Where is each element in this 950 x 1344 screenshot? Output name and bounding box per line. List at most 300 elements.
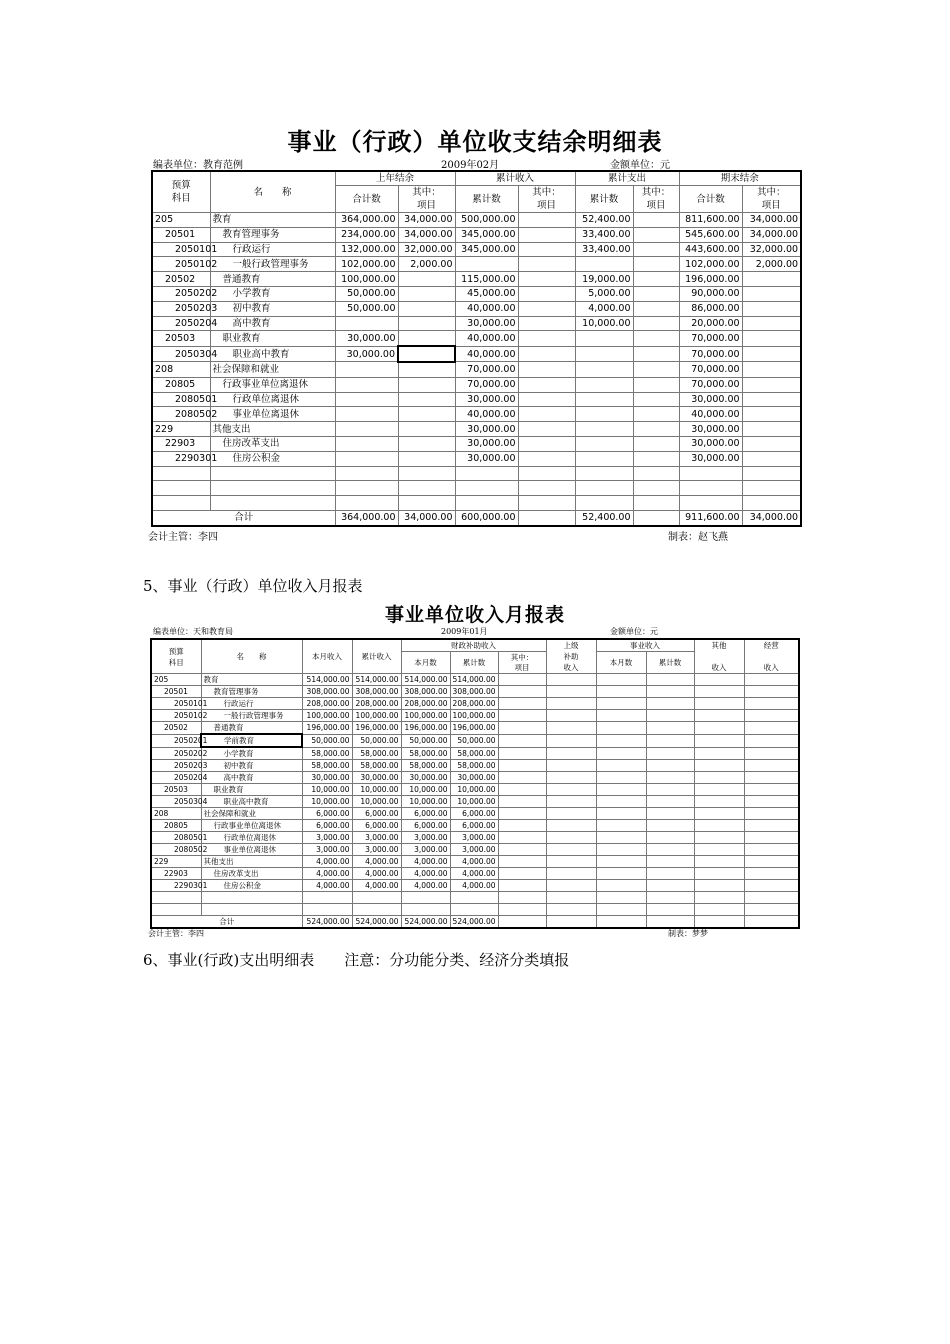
empty-cell <box>744 686 799 698</box>
header-name: 名 称 <box>201 639 302 674</box>
table-row <box>152 422 801 437</box>
item-name: 职业高中教育 <box>210 346 335 362</box>
empty-cell <box>498 844 546 856</box>
empty-cell <box>679 496 742 511</box>
amount-cell: 514,000.00 <box>352 674 401 686</box>
budget-code: 2050101 <box>152 242 210 257</box>
item-name: 行政事业单位离退休 <box>210 377 335 392</box>
amount-cell: 100,000.00 <box>450 710 498 722</box>
amount-cell <box>518 377 575 392</box>
item-name: 社会保障和就业 <box>210 362 335 377</box>
empty-cell <box>546 698 596 710</box>
empty-cell <box>401 892 450 904</box>
empty-cell <box>694 880 744 892</box>
empty-cell <box>744 844 799 856</box>
amount-cell <box>335 436 398 451</box>
empty-cell <box>455 481 518 496</box>
table-row <box>151 760 799 772</box>
header-cum: 累计数 <box>450 652 498 674</box>
empty-cell <box>596 722 646 735</box>
empty-cell <box>646 844 694 856</box>
empty-cell <box>546 880 596 892</box>
amount-cell <box>742 316 801 331</box>
budget-code: 20502 <box>152 272 210 287</box>
empty-cell <box>744 734 799 747</box>
amount-cell: 102,000.00 <box>335 257 398 272</box>
empty-cell <box>744 796 799 808</box>
empty-cell <box>742 496 801 511</box>
amount-cell: 32,000.00 <box>398 242 455 257</box>
amount-cell: 196,000.00 <box>450 722 498 735</box>
item-name: 普通教育 <box>210 272 335 287</box>
empty-row <box>152 496 801 511</box>
amount-cell: 4,000.00 <box>302 868 352 880</box>
amount-cell: 30,000.00 <box>455 422 518 437</box>
budget-code: 20501 <box>152 227 210 242</box>
amount-cell: 10,000.00 <box>575 316 633 331</box>
amount-cell: 514,000.00 <box>450 674 498 686</box>
empty-cell <box>498 808 546 820</box>
total-label: 合计 <box>152 510 335 525</box>
amount-cell: 4,000.00 <box>352 868 401 880</box>
empty-cell <box>546 734 596 747</box>
empty-cell <box>744 856 799 868</box>
section-5-heading: 5、事业（行政）单位收入月报表 <box>143 577 363 595</box>
amount-cell: 196,000.00 <box>352 722 401 735</box>
amount-cell: 45,000.00 <box>455 286 518 301</box>
budget-code: 20503 <box>152 331 210 346</box>
item-name: 行政单位离退休 <box>210 392 335 407</box>
amount-cell: 50,000.00 <box>302 734 352 747</box>
amount-cell: 3,000.00 <box>401 832 450 844</box>
empty-cell <box>596 760 646 772</box>
amount-cell: 70,000.00 <box>455 362 518 377</box>
amount-cell: 208,000.00 <box>450 698 498 710</box>
amount-cell <box>633 301 679 316</box>
amount-cell: 70,000.00 <box>679 331 742 346</box>
amount-cell: 58,000.00 <box>401 760 450 772</box>
empty-cell <box>546 820 596 832</box>
empty-cell <box>744 892 799 904</box>
table-row <box>151 820 799 832</box>
amount-cell: 30,000.00 <box>679 451 742 466</box>
empty-cell <box>518 466 575 481</box>
amount-cell <box>518 346 575 362</box>
empty-cell <box>498 820 546 832</box>
total-amount: 911,600.00 <box>679 510 742 525</box>
budget-code: 2050204 <box>152 316 210 331</box>
empty-cell <box>546 760 596 772</box>
empty-cell <box>596 734 646 747</box>
amount-cell: 5,000.00 <box>575 286 633 301</box>
table-row <box>152 407 801 422</box>
header-fiscal-subsidy: 财政补助收入 <box>401 639 546 652</box>
item-name: 住房公积金 <box>210 451 335 466</box>
amount-cell: 30,000.00 <box>335 346 398 362</box>
empty-cell <box>596 808 646 820</box>
empty-cell <box>694 904 744 916</box>
empty-cell <box>201 904 302 916</box>
report1-title: 事业（行政）单位收支结余明细表 <box>287 128 663 156</box>
empty-cell <box>498 710 546 722</box>
item-name: 事业单位离退休 <box>210 407 335 422</box>
amount-cell <box>633 346 679 362</box>
empty-cell <box>201 892 302 904</box>
empty-cell <box>498 880 546 892</box>
budget-code: 208 <box>152 362 210 377</box>
budget-code: 229 <box>151 856 201 868</box>
amount-cell <box>575 422 633 437</box>
table-row <box>151 698 799 710</box>
total-amount: 524,000.00 <box>401 916 450 929</box>
header-total: 合计数 <box>679 186 742 213</box>
report2-period: 2009年01月 <box>441 627 488 636</box>
empty-cell <box>210 496 335 511</box>
amount-cell <box>335 392 398 407</box>
amount-cell: 10,000.00 <box>352 796 401 808</box>
empty-cell <box>646 772 694 784</box>
total-row <box>151 916 799 929</box>
empty-cell <box>742 466 801 481</box>
amount-cell: 364,000.00 <box>335 213 398 228</box>
empty-cell <box>546 856 596 868</box>
amount-cell <box>518 451 575 466</box>
amount-cell <box>742 272 801 287</box>
total-amount <box>633 510 679 525</box>
table-row <box>152 436 801 451</box>
amount-cell <box>335 451 398 466</box>
header-month: 本月数 <box>596 652 646 674</box>
total-amount <box>518 510 575 525</box>
empty-cell <box>694 674 744 686</box>
empty-cell <box>679 466 742 481</box>
budget-code: 20805 <box>152 377 210 392</box>
amount-cell <box>518 227 575 242</box>
amount-cell: 58,000.00 <box>302 747 352 760</box>
amount-cell <box>575 407 633 422</box>
amount-cell <box>335 316 398 331</box>
amount-cell <box>335 422 398 437</box>
amount-cell <box>335 407 398 422</box>
item-name: 住房改革支出 <box>210 436 335 451</box>
empty-cell <box>744 674 799 686</box>
empty-cell <box>546 710 596 722</box>
empty-cell <box>546 832 596 844</box>
empty-cell <box>694 710 744 722</box>
amount-cell: 58,000.00 <box>302 760 352 772</box>
amount-cell: 4,000.00 <box>450 880 498 892</box>
amount-cell: 6,000.00 <box>302 808 352 820</box>
empty-cell <box>518 481 575 496</box>
empty-cell <box>646 868 694 880</box>
empty-cell <box>646 747 694 760</box>
empty-cell <box>646 722 694 735</box>
empty-cell <box>646 734 694 747</box>
total-amount: 524,000.00 <box>302 916 352 929</box>
amount-cell: 4,000.00 <box>401 856 450 868</box>
header-total: 合计数 <box>335 186 398 213</box>
header-cum-income: 累计收入 <box>455 171 575 186</box>
amount-cell: 10,000.00 <box>401 784 450 796</box>
amount-cell: 58,000.00 <box>352 760 401 772</box>
item-name: 教育管理事务 <box>210 227 335 242</box>
item-name: 行政运行 <box>201 698 302 710</box>
header-operating-income: 经营 收入 <box>744 639 799 674</box>
amount-cell: 32,000.00 <box>742 242 801 257</box>
amount-cell: 50,000.00 <box>450 734 498 747</box>
empty-cell <box>546 772 596 784</box>
amount-cell <box>575 377 633 392</box>
amount-cell: 6,000.00 <box>302 820 352 832</box>
report1-unit: 编表单位：教育范例 <box>153 160 243 171</box>
amount-cell: 196,000.00 <box>679 272 742 287</box>
amount-cell: 4,000.00 <box>401 880 450 892</box>
header-of-project: 其中： 项目 <box>498 652 546 674</box>
table-row <box>152 213 801 228</box>
budget-code: 22903 <box>152 436 210 451</box>
item-name: 普通教育 <box>201 722 302 735</box>
empty-cell <box>498 674 546 686</box>
table-row <box>151 722 799 735</box>
budget-code: 2080501 <box>151 832 201 844</box>
amount-cell <box>518 436 575 451</box>
empty-cell <box>633 466 679 481</box>
empty-cell <box>596 772 646 784</box>
amount-cell <box>518 286 575 301</box>
empty-cell <box>694 832 744 844</box>
amount-cell <box>518 392 575 407</box>
empty-cell <box>210 466 335 481</box>
empty-cell <box>546 868 596 880</box>
amount-cell <box>633 331 679 346</box>
item-name: 职业教育 <box>201 784 302 796</box>
empty-cell <box>694 844 744 856</box>
amount-cell: 10,000.00 <box>401 796 450 808</box>
total-amount: 34,000.00 <box>398 510 455 525</box>
amount-cell: 132,000.00 <box>335 242 398 257</box>
empty-cell <box>694 784 744 796</box>
empty-cell <box>744 710 799 722</box>
empty-row <box>151 904 799 916</box>
empty-cell <box>596 868 646 880</box>
empty-cell <box>596 892 646 904</box>
amount-cell: 50,000.00 <box>335 286 398 301</box>
empty-cell <box>498 832 546 844</box>
report2-currency: 金额单位：元 <box>610 627 658 636</box>
empty-cell <box>742 481 801 496</box>
header-cum: 累计数 <box>455 186 518 213</box>
amount-cell <box>398 451 455 466</box>
amount-cell: 234,000.00 <box>335 227 398 242</box>
empty-cell <box>401 904 450 916</box>
amount-cell: 30,000.00 <box>455 451 518 466</box>
amount-cell: 100,000.00 <box>335 272 398 287</box>
amount-cell <box>398 362 455 377</box>
amount-cell: 10,000.00 <box>302 784 352 796</box>
amount-cell <box>398 407 455 422</box>
amount-cell: 40,000.00 <box>455 331 518 346</box>
budget-code: 2080502 <box>152 407 210 422</box>
amount-cell <box>633 392 679 407</box>
item-name: 事业单位离退休 <box>201 844 302 856</box>
item-name: 教育 <box>201 674 302 686</box>
empty-cell <box>646 880 694 892</box>
amount-cell <box>398 392 455 407</box>
amount-cell <box>633 422 679 437</box>
amount-cell: 30,000.00 <box>302 772 352 784</box>
total-row <box>152 510 801 525</box>
empty-cell <box>498 904 546 916</box>
empty-cell <box>596 856 646 868</box>
budget-code: 2050204 <box>151 772 201 784</box>
empty-cell <box>302 892 352 904</box>
empty-cell <box>498 772 546 784</box>
budget-code: 2050304 <box>152 346 210 362</box>
empty-cell <box>679 481 742 496</box>
empty-cell <box>596 904 646 916</box>
item-name: 住房公积金 <box>201 880 302 892</box>
empty-cell <box>575 496 633 511</box>
empty-cell <box>633 496 679 511</box>
empty-cell <box>596 698 646 710</box>
table-row <box>152 272 801 287</box>
empty-cell <box>546 892 596 904</box>
total-amount: 524,000.00 <box>450 916 498 929</box>
amount-cell: 6,000.00 <box>352 820 401 832</box>
total-amount: 524,000.00 <box>352 916 401 929</box>
empty-cell <box>646 892 694 904</box>
amount-cell <box>518 362 575 377</box>
header-of-project: 其中： 项目 <box>398 186 455 213</box>
amount-cell: 100,000.00 <box>352 710 401 722</box>
budget-code: 2290301 <box>152 451 210 466</box>
table-row <box>151 868 799 880</box>
empty-cell <box>646 856 694 868</box>
amount-cell <box>518 422 575 437</box>
amount-cell: 500,000.00 <box>455 213 518 228</box>
amount-cell: 4,000.00 <box>575 301 633 316</box>
header-month-income: 本月收入 <box>302 639 352 674</box>
table-row <box>151 880 799 892</box>
amount-cell: 308,000.00 <box>352 686 401 698</box>
amount-cell <box>633 316 679 331</box>
amount-cell <box>742 422 801 437</box>
amount-cell: 52,400.00 <box>575 213 633 228</box>
table-row <box>151 674 799 686</box>
empty-cell <box>546 784 596 796</box>
header-code: 预算 科目 <box>151 639 201 674</box>
amount-cell <box>633 213 679 228</box>
total-amount: 364,000.00 <box>335 510 398 525</box>
table-row <box>151 808 799 820</box>
empty-cell <box>596 796 646 808</box>
empty-cell <box>646 674 694 686</box>
item-name: 初中教育 <box>201 760 302 772</box>
amount-cell <box>518 257 575 272</box>
empty-cell <box>744 880 799 892</box>
amount-cell: 70,000.00 <box>679 377 742 392</box>
amount-cell <box>575 346 633 362</box>
amount-cell <box>742 407 801 422</box>
section-6-heading: 6、事业(行政)支出明细表 注意：分功能分类、经济分类填报 <box>143 951 570 969</box>
budget-code: 205 <box>152 213 210 228</box>
amount-cell: 345,000.00 <box>455 227 518 242</box>
empty-cell <box>596 832 646 844</box>
empty-cell <box>694 808 744 820</box>
empty-cell <box>546 674 596 686</box>
empty-cell <box>335 496 398 511</box>
empty-row <box>152 481 801 496</box>
amount-cell: 70,000.00 <box>679 362 742 377</box>
amount-cell: 58,000.00 <box>401 747 450 760</box>
amount-cell <box>633 286 679 301</box>
amount-cell: 19,000.00 <box>575 272 633 287</box>
amount-cell: 30,000.00 <box>679 436 742 451</box>
amount-cell: 308,000.00 <box>450 686 498 698</box>
budget-code: 229 <box>152 422 210 437</box>
amount-cell <box>518 301 575 316</box>
empty-cell <box>694 772 744 784</box>
amount-cell <box>633 436 679 451</box>
empty-cell <box>646 686 694 698</box>
amount-cell <box>575 392 633 407</box>
amount-cell: 10,000.00 <box>450 796 498 808</box>
amount-cell: 4,000.00 <box>302 880 352 892</box>
empty-cell <box>646 796 694 808</box>
amount-cell: 208,000.00 <box>302 698 352 710</box>
item-name: 高中教育 <box>210 316 335 331</box>
amount-cell: 4,000.00 <box>352 856 401 868</box>
item-name: 行政事业单位离退休 <box>201 820 302 832</box>
empty-cell <box>694 868 744 880</box>
item-name: 职业教育 <box>210 331 335 346</box>
budget-code: 2080501 <box>152 392 210 407</box>
amount-cell <box>742 301 801 316</box>
item-name: 行政运行 <box>210 242 335 257</box>
empty-cell <box>744 808 799 820</box>
amount-cell: 6,000.00 <box>450 808 498 820</box>
budget-code: 2050203 <box>152 301 210 316</box>
empty-cell <box>694 747 744 760</box>
header-code: 预算 科目 <box>152 171 210 213</box>
empty-cell <box>450 904 498 916</box>
amount-cell: 86,000.00 <box>679 301 742 316</box>
empty-cell <box>596 880 646 892</box>
amount-cell: 514,000.00 <box>401 674 450 686</box>
empty-cell <box>498 734 546 747</box>
budget-code: 2050202 <box>151 747 201 760</box>
empty-cell <box>152 481 210 496</box>
amount-cell <box>575 257 633 272</box>
item-name: 社会保障和就业 <box>201 808 302 820</box>
table-row <box>151 832 799 844</box>
amount-cell <box>633 257 679 272</box>
budget-code: 2050101 <box>151 698 201 710</box>
report1-preparer: 制表：赵飞燕 <box>668 532 728 543</box>
header-upper-subsidy: 上级 补助 收入 <box>546 639 596 674</box>
empty-cell <box>546 916 596 929</box>
empty-cell <box>744 772 799 784</box>
amount-cell: 30,000.00 <box>335 331 398 346</box>
header-of-project: 其中： 项目 <box>518 186 575 213</box>
total-amount: 52,400.00 <box>575 510 633 525</box>
amount-cell: 40,000.00 <box>455 301 518 316</box>
empty-cell <box>646 760 694 772</box>
amount-cell <box>575 451 633 466</box>
empty-cell <box>546 686 596 698</box>
amount-cell: 102,000.00 <box>679 257 742 272</box>
amount-cell <box>398 286 455 301</box>
